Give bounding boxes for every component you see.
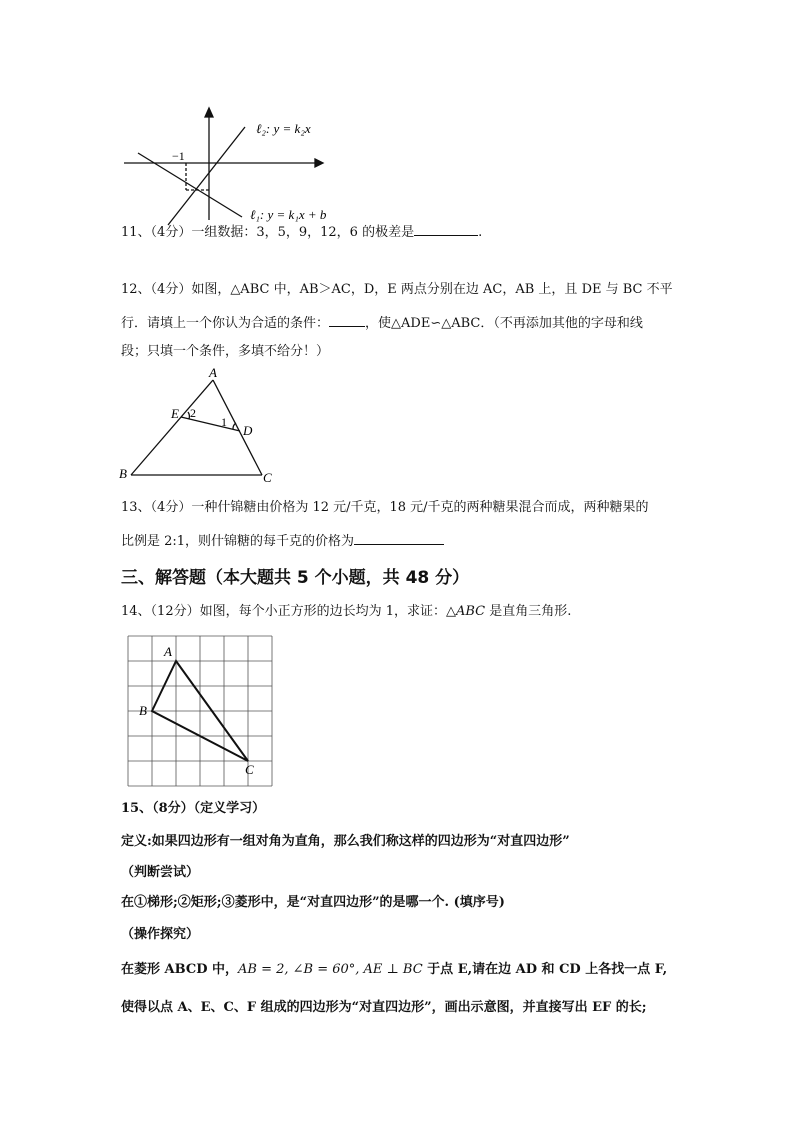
- figure-triangle-ade: [115, 365, 285, 490]
- figure-linear-functions: [120, 105, 350, 230]
- question-12-line2: [121, 313, 643, 333]
- q11-end: .: [478, 225, 483, 240]
- q14-math: △ABC: [446, 604, 486, 619]
- vertex-c: C: [263, 470, 272, 485]
- question-15-explore-line1: [121, 961, 667, 979]
- question-15-definition: 定义:如果四边形有一组对角为直角，那么我们称这样的四边形为“对直四边形”: [121, 834, 570, 849]
- label-l2: ℓ₂: y = k₂x: [256, 121, 311, 136]
- vertex-b: B: [119, 466, 127, 481]
- question-13-line1: 13、（4分）一种什锦糖由价格为 12 元/千克，18 元/千克的两种糖果混合而成，两种糖果的: [121, 500, 649, 515]
- q15-explore-text-a: 在菱形 ABCD 中，: [121, 962, 238, 977]
- question-12-line3: 段；只填一个条件，多填不给分！）: [121, 344, 330, 359]
- q15-explore-math: AB = 2, ∠B = 60°, AE ⊥ BC: [238, 962, 423, 977]
- line-l2: [168, 127, 245, 225]
- q11-answer-blank[interactable]: [414, 222, 478, 236]
- q13-text: 比例是 2:1，则什锦糖的每千克的价格为: [121, 534, 355, 549]
- y-axis-arrow: [205, 108, 213, 117]
- tick-minus-one: −1: [172, 149, 185, 163]
- question-12-line1: 12、（4分）如图，△ABC 中，AB＞AC，D，E 两点分别在边 AC，AB 上，且 DE 与 BC 不平: [121, 282, 673, 297]
- q14-text: 14、（12分）如图，每个小正方形的边长均为 1，求证：: [121, 604, 446, 619]
- vertex-b: B: [139, 703, 147, 718]
- vertex-c: C: [245, 762, 254, 777]
- figure-grid-triangle: [120, 630, 285, 790]
- question-15-judge-text: 在①梯形;②矩形;③菱形中，是“对直四边形”的是哪一个. (填序号): [121, 895, 505, 910]
- vertex-d: D: [243, 423, 253, 438]
- vertex-a: A: [209, 365, 217, 380]
- question-15-explore-line2: 使得以点 A、E、C、F 组成的四边形为“对直四边形”，画出示意图，并直接写出 EF 的长;: [121, 1000, 647, 1015]
- vertex-e: E: [171, 406, 179, 421]
- angle-arc-1: [233, 423, 236, 429]
- q12-answer-blank[interactable]: [329, 313, 365, 327]
- angle-label-2: 2: [190, 406, 196, 420]
- side-ab: [131, 380, 213, 475]
- section-heading-3: 三、解答题（本大题共 5 个小题，共 48 分）: [121, 568, 470, 588]
- q12-text-b: ，使△ADE∽△ABC．（不再添加其他的字母和线: [365, 316, 643, 331]
- question-15-judge-heading: （判断尝试）: [121, 865, 200, 880]
- question-11: [121, 222, 482, 242]
- q11-text: 11、（4分）一组数据：3，5，9，12，6 的极差是: [121, 225, 415, 240]
- x-axis-arrow: [315, 159, 323, 167]
- vertex-a: A: [164, 644, 172, 659]
- question-14: [121, 603, 571, 621]
- label-l1: ℓ₁: y = k₁x + b: [250, 207, 327, 222]
- angle-label-1: 1: [221, 415, 227, 429]
- q14-end: 是直角三角形.: [485, 604, 572, 619]
- question-15-title: 15、（8分）（定义学习）: [121, 801, 266, 816]
- question-13-line2: [121, 531, 444, 551]
- q15-explore-text-b: 于点 E,请在边 AD 和 CD 上各找一点 F,: [422, 962, 668, 977]
- q12-text-a: 行．请填上一个你认为合适的条件：: [121, 316, 330, 331]
- question-15-explore-heading: （操作探究）: [121, 927, 200, 942]
- q13-answer-blank[interactable]: [354, 531, 444, 545]
